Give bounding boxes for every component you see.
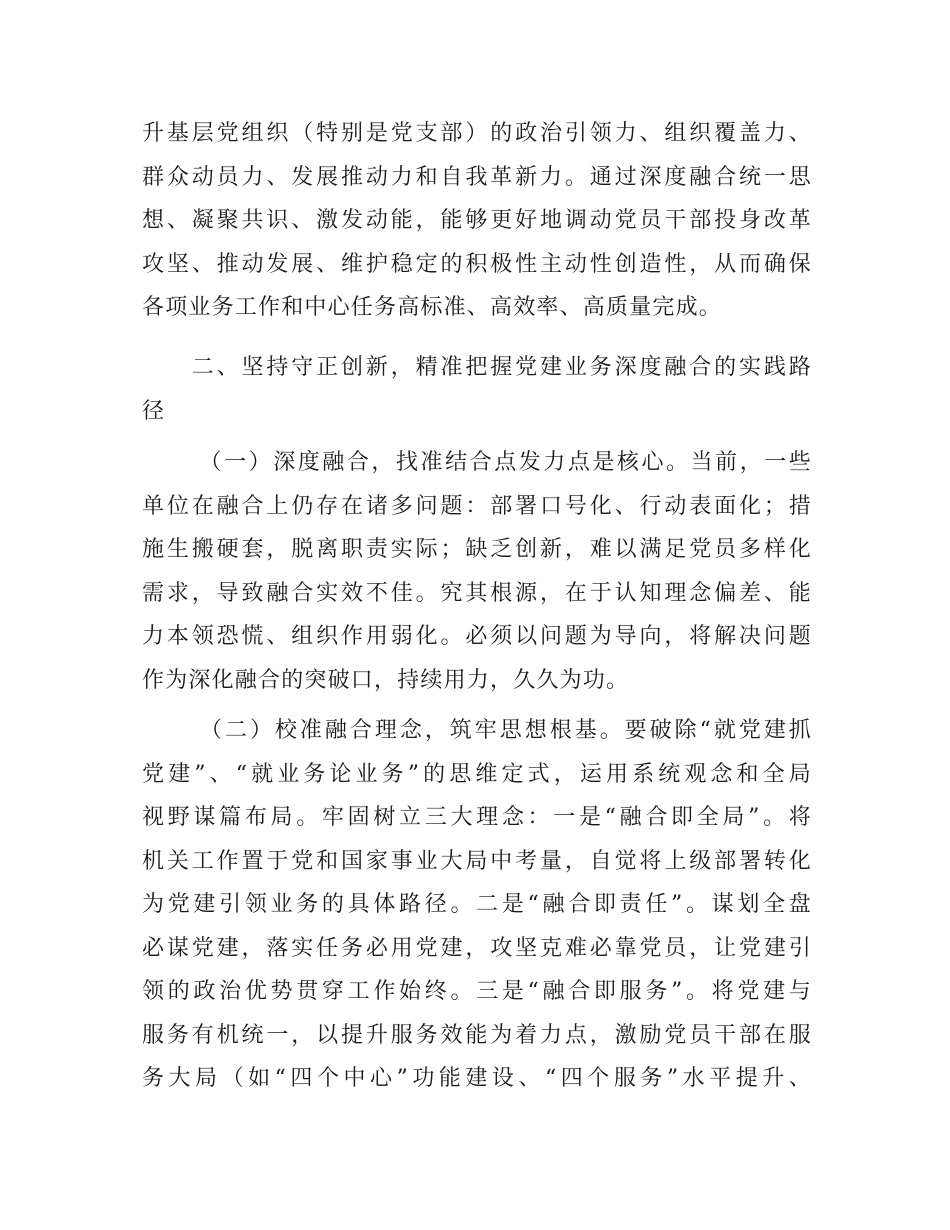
heading-line: 径 [142,398,166,424]
text-line: 群众动员力、发展推动力和自我革新力。通过深度融合统一思 [142,164,812,190]
text-line: 单位在融合上仍存在诸多问题：部署口号化、行动表面化；措 [142,493,812,519]
text-line: 升基层党组织（特别是党支部）的政治引领力、组织覆盖力、 [142,121,812,146]
paragraph-3 [142,441,812,702]
text-line: 服务有机统一，以提升服务效能为着力点，激励党员干部在服 [142,1022,812,1048]
text-line: 视野谋篇布局。牢固树立三大理念：一是“融合即全局”。将 [142,805,812,830]
text-line: 攻坚、推动发展、维护稳定的积极性主动性创造性，从而确保 [142,251,812,277]
paragraph-1 [142,112,812,330]
text-line: （二）校准融合理念，筑牢思想根基。要破除“就党建抓 [186,718,812,743]
text-line: 想、凝聚共识、激发动能，能够更好地调动党员干部投身改革 [142,208,812,233]
paragraph-4 [142,709,812,1101]
text-line: 领的政治优势贯穿工作始终。三是“融合即服务”。将党建与 [142,979,812,1004]
text-line: 必谋党建，落实任务必用党建，攻坚克难必靠党员，让党建引 [142,935,812,961]
text-line: 为党建引领业务的具体路径。二是“融合即责任”。谋划全盘 [142,892,812,917]
text-line: 作为深化融合的突破口，持续用力，久久为功。 [142,667,630,693]
text-line: 需求，导致融合实效不佳。究其根源，在于认知理念偏差、能 [142,580,812,606]
heading-line: 二、坚持守正创新，精准把握党建业务深度融合的实践路 [142,355,812,380]
text-line: 党建”、“就业务论业务”的思维定式，运用系统观念和全局 [142,761,812,787]
text-line: （一）深度融合，找准结合点发力点是核心。当前，一些 [186,450,812,475]
section-heading-2 [142,346,812,433]
text-line: 力本领恐慌、组织作用弱化。必须以问题为导向，将解决问题 [142,624,812,649]
text-line: 各项业务工作和中心任务高标准、高效率、高质量完成。 [142,295,723,320]
text-line: 务大局（如“四个中心”功能建设、“四个服务”水平提升、 [142,1066,812,1091]
text-line: 施生搬硬套，脱离职责实际；缺乏创新，难以满足党员多样化 [142,537,812,562]
text-line: 机关工作置于党和国家事业大局中考量，自觉将上级部署转化 [142,848,812,874]
